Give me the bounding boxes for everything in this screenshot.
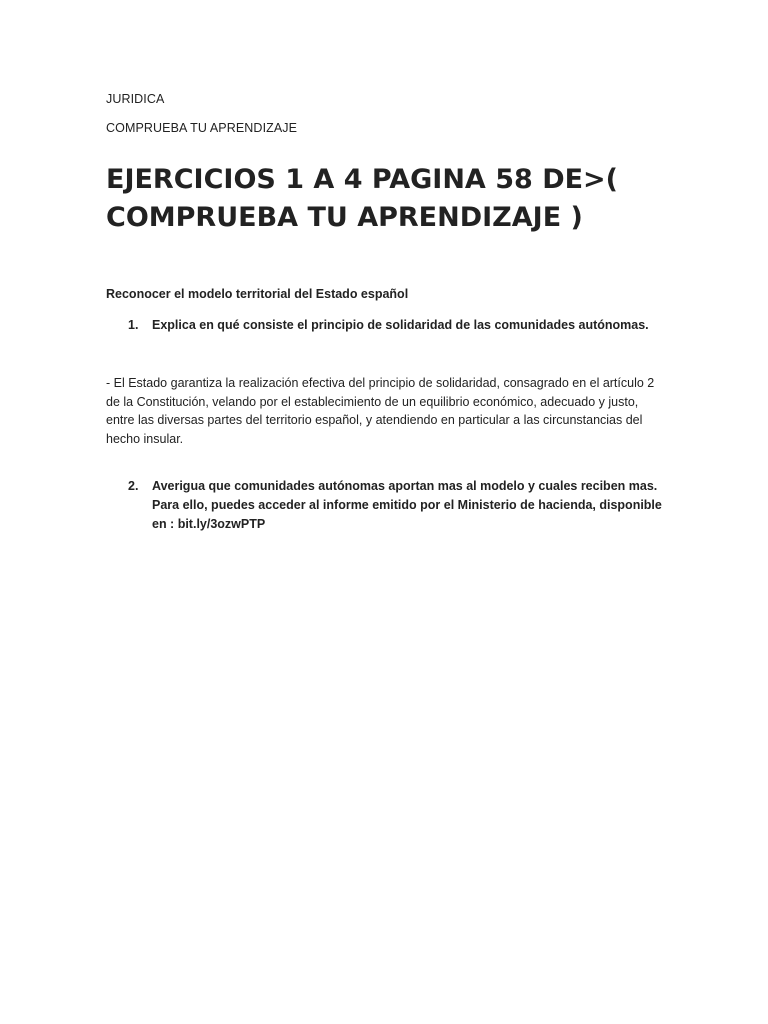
question-2-text [152, 477, 668, 534]
question-2-line-1: Averigua que comunidades autónomas aportan mas al modelo y cuales reciben mas. [152, 479, 658, 493]
question-2-line-3: en : bit.ly/3ozwPTP [152, 517, 266, 531]
page-title-line-2: COMPRUEBA TU APRENDIZAJE ) [106, 202, 583, 233]
page-title [106, 161, 666, 237]
question-2 [128, 477, 668, 534]
section-heading: COMPRUEBA TU APRENDIZAJE [106, 121, 298, 135]
page-title-line-1: EJERCICIOS 1 A 4 PAGINA 58 DE>( [106, 164, 619, 195]
answer-1-text: - El Estado garantiza la realización efectiva del principio de solidaridad, consagrado en el artículo 2 de la Constitución, velando por el establecimiento de un equilibrio económico, adecuado y justo, entre las diversas partes del territorio español, y atendiendo en particular a las circunstancias del hecho insular. [106, 376, 655, 446]
question-1-number: 1. [128, 318, 139, 332]
section-subtitle: Reconocer el modelo territorial del Estado español [106, 287, 409, 301]
question-2-number: 2. [128, 479, 139, 493]
question-1-text: Explica en qué consiste el principio de solidaridad de las comunidades autónomas. [152, 318, 649, 332]
question-2-line-2: Para ello, puedes acceder al informe emitido por el Ministerio de hacienda, disponible [152, 498, 662, 512]
question-1 [128, 316, 668, 335]
subject-heading: JURIDICA [106, 92, 165, 106]
